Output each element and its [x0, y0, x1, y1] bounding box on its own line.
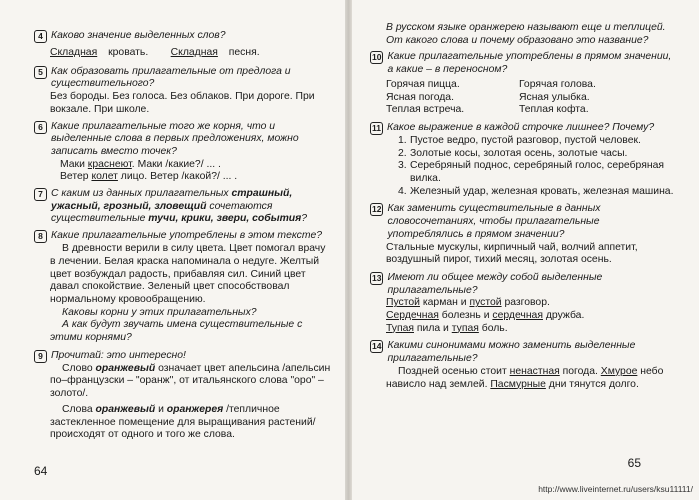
watermark-url: http://www.liveinternet.ru/users/ksu11111/ [538, 484, 693, 494]
question-text: А как будут звучать имена существительные с этими корнями? [50, 319, 303, 344]
question-number: 5 [34, 66, 47, 79]
question-number: 10 [372, 52, 382, 63]
page-number: 65 [627, 456, 641, 470]
question-text: Какое выражение в каждой строчке лишнее? Почему? [387, 121, 655, 133]
list-item: 2. Золотые косы, золотая осень, золотые часы. [398, 147, 628, 159]
answer-text: Без бороды. Без голоса. Без облаков. При дороге. При вокзале. При школе. [50, 91, 315, 115]
list-item: 3. Серебряный поднос, серебряный голос, серебряная вилка. [398, 160, 664, 185]
question-text: С каким из данных прилагательных страшный, ужасный, грозный, зловещий сочетаются существительные тучи, крики, звери, события? [51, 188, 308, 225]
pair-row: Теплая встреча. Теплая кофта. [386, 104, 589, 116]
list-item: 1. Пустое ведро, пустой разговор, пустой человек. [398, 134, 641, 146]
right-page [352, 0, 699, 500]
question-8 [34, 230, 331, 345]
question-12 [370, 203, 677, 267]
answer-text: Поздней осенью стоит ненастная погода. Хмурое небо нависло над землей. Пасмурные дни тянутся долго. [386, 365, 664, 390]
answer-text: Слово оранжевый означает цвет апельсина /апельсин по–французски – "оранж", от итальянского слова "оро" – золото/. [50, 362, 331, 400]
question-10 [370, 51, 677, 117]
pair-row: Горячая пицца. Горячая голова. [386, 78, 596, 90]
question-text: Какие прилагательные того же корня, что и выделенные слова в первых предложениях, можно записать вместо точек? [51, 120, 299, 157]
question-number: 12 [372, 204, 382, 215]
question-6 [34, 121, 331, 185]
numbered-list [370, 135, 677, 199]
question-number: 9 [34, 350, 47, 363]
question-number: 13 [372, 272, 382, 283]
question-text: Каковы корни у этих прилагательных? [62, 306, 257, 318]
question-11 [370, 122, 677, 199]
question-text: Каково значение выделенных слов? [51, 30, 226, 41]
example-line: Маки краснеют. Маки /какие?/ ... . [60, 158, 221, 170]
question-14 [370, 340, 677, 391]
page-number: 64 [34, 464, 48, 478]
intro-text: В русском языке оранжерею называют еще и теплицей. От какого слова и почему образовано это название? [386, 22, 666, 46]
answer-text: В древности верили в силу цвета. Цвет помогал врачу в лечении. Белая краска напоминала о недуге. Желтый цвет возбуждал радость, прибавляя сил. Синий цвет давал спокойствие. Зеленый цвет способствовал нормальному кровообращению. [50, 243, 326, 305]
question-number: 14 [372, 341, 382, 352]
list-item: 4. Железный удар, железная кровать, железная машина. [398, 185, 674, 197]
question-number: 7 [34, 188, 47, 201]
question-4 [34, 30, 331, 60]
question-number: 8 [34, 230, 47, 243]
example-line: Пустой карман и пустой разговор. [386, 297, 550, 309]
answer-text: Слова оранжевый и оранжерея /тепличное застекленное помещение для выращивания растений/ происходят от одного и того же слова. [50, 403, 316, 441]
example-line: Тупая пила и тупая боль. [386, 322, 508, 334]
example-line: Сердечная болезнь и сердечная дружба. [386, 310, 585, 322]
question-number: 6 [34, 121, 47, 134]
question-number: 4 [34, 30, 47, 43]
question-text: Имеют ли общее между собой выделенные прилагательные? [387, 271, 603, 296]
question-text: Как образовать прилагательные от предлога и существительного? [51, 65, 291, 90]
question-text: Прочитай: это интересно! [51, 349, 186, 361]
question-7 [34, 188, 331, 226]
question-number: 11 [372, 122, 381, 133]
question-text: Как заменить существительные в данных словосочетаниях, чтобы прилагательные употреблялись в прямом значении? [387, 203, 601, 240]
example-line: Ветер колет лицо. Ветер /какой?/ ... . [60, 171, 238, 183]
answer-text: Стальные мускулы, кирпичный чай, волчий аппетит, воздушный пирог, тихий месяц, золотая осень. [386, 241, 638, 266]
pair-row: Ясная погода. Ясная улыбка. [386, 91, 590, 103]
question-9 [34, 350, 331, 442]
example-line: Складная кровать. Складная песня. [50, 47, 260, 58]
question-text: Какие прилагательные употреблены в этом тексте? [51, 230, 323, 242]
pairs-list [370, 79, 677, 117]
question-5 [34, 66, 331, 117]
question-13 [370, 272, 677, 336]
book-spine [345, 0, 352, 500]
left-page [0, 0, 345, 500]
question-text: Какие прилагательные употреблены в прямом значении, а какие – в переносном? [387, 51, 672, 76]
question-text: Какими синонимами можно заменить выделенные прилагательные? [387, 340, 636, 365]
